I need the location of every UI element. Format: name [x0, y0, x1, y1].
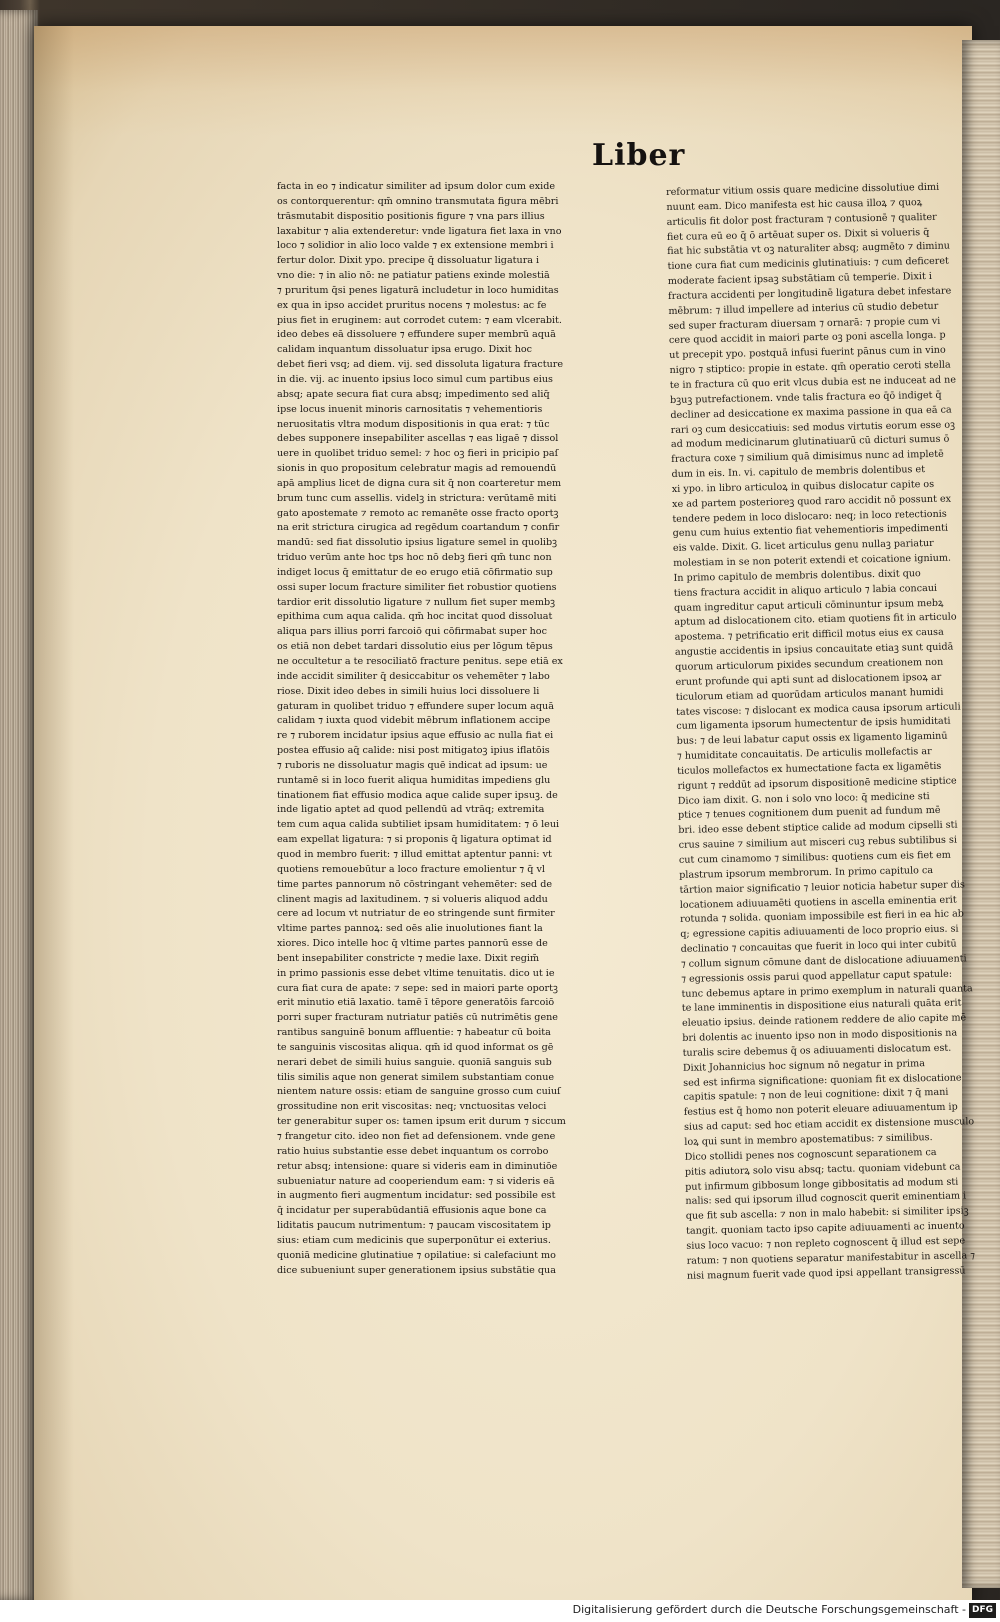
- text-line: ⁊ humiditate concauitatis. De articulis mollefactis ar: [676, 746, 932, 762]
- right-text-column: [666, 180, 985, 1284]
- text-line: na erit strictura cirugica ad regēdum coartandum ⁊ confir: [277, 522, 560, 534]
- text-line: genu cum huius extentio fiat vehementioris impedimenti: [672, 523, 949, 540]
- text-line: brum tunc cum assellis. videlꝫ in strictura: verūtamē miti: [277, 492, 557, 504]
- text-line: triduo verūm ante hoc tps hoc nō debꝫ fieri qm̄ tunc non: [277, 552, 552, 564]
- text-line: epithima cum aqua calida. qm̄ hoc incitat quod dissoluat: [277, 611, 553, 623]
- text-line: ratio huius substantie esse debet inquantum os corrobo: [277, 1145, 549, 1157]
- text-line: calidam ⁊ iuxta quod videbit mēbrum inflationem accipe: [277, 715, 551, 727]
- text-line: in die. vij. ac inuento ipsius loco simul cum partibus eius: [277, 373, 553, 385]
- text-line: ideo debes eā dissoluere ⁊ effundere super membrū aquā: [277, 329, 556, 341]
- dfg-logo: DFG: [969, 1603, 996, 1618]
- text-line: ticulos mollefactos ex humectatione facta ex ligamētis: [677, 760, 942, 777]
- text-line: pius fiet in eruginem: aut corrodet cutem: ⁊ eam vlcerabit.: [277, 314, 562, 326]
- text-line: runtamē si in loco fuerit aliqua humiditas impediens glu: [277, 774, 551, 786]
- text-line: nuunt eam. Dico manifesta est hic causa illoꝝ ⁊ quoꝝ: [666, 196, 923, 213]
- text-line: dice subueniunt super generationem ipsius substātie qua: [277, 1264, 556, 1276]
- text-line: vno die: ⁊ in alio nō: ne patiatur patiens exinde molestiā: [277, 270, 550, 282]
- text-line: sed super fracturam diuersam ⁊ ornarā: ⁊ propie cum vi: [668, 315, 941, 332]
- text-line: Dixit Johannicius hoc signum nō negatur in prima: [682, 1057, 925, 1074]
- text-line: porri super fracturam nutriatur patiēs cū nutrimētis gene: [277, 1012, 558, 1024]
- text-line: ⁊ ruboris ne dissoluatur magis quē indicat ad ipsum: ue: [277, 759, 548, 771]
- footer-credit: Digitalisierung gefördert durch die Deutsche Forschungsgemeinschaft -: [572, 1603, 966, 1616]
- text-line: os etiā non debet tardari dissolutio eius per lōgum tēpus: [277, 641, 553, 653]
- text-line: re ⁊ ruborem incidatur ipsius aque effusio ac nulla fiat ei: [277, 730, 554, 742]
- text-line: fractura coxe ⁊ similium quā dimisimus nunc ad impletē: [671, 448, 944, 466]
- text-line: postea effusio aq̄ calide: nisi post mitigatoꝫ ipius iflatōis: [277, 745, 550, 757]
- text-line: absq; apate secura fiat cura absq; impedimento sed aliq̄: [277, 388, 550, 400]
- text-line: cere ad locum vt nutriatur de eo stringende sunt firmiter: [277, 908, 555, 920]
- text-line: loco ⁊ solidior in alio loco valde ⁊ ex extensione membri i: [277, 240, 554, 252]
- text-line: Dico iam dixit. G. non i solo vno loco: q̄ medicine sti: [677, 790, 930, 807]
- text-line: q̄ incidatur per superabūdantiā effusionis aque bone ca: [277, 1205, 547, 1217]
- text-line: aliqua pars illius porri farcoiō qui cōfirmabat super hoc: [277, 626, 547, 638]
- text-line: nisi magnum fuerit vade quod ipsi appellant transigressū: [686, 1265, 966, 1282]
- text-line: nientem nature ossis: etiam de sanguine grosso cum cuiuſ: [277, 1086, 561, 1098]
- text-line: quoniā medicine glutinatiue ⁊ opilatiue: si calefaciunt mo: [277, 1249, 556, 1261]
- text-line: fertur dolor. Dixit ypo. precipe q̄ dissoluatur ligatura i: [277, 255, 540, 267]
- text-line: Dico stollidi penes nos cognoscunt separationem ca: [684, 1146, 937, 1163]
- text-line: inde accidit similiter q̄ desiccabitur os vehemēter ⁊ labo: [277, 670, 550, 682]
- text-line: trāsmutabit dispositio positionis figure ⁊ vna pars illius: [277, 210, 545, 222]
- text-line: que fit sub ascella: ⁊ non in malo habebit: si similiter ipsiꝫ: [685, 1205, 969, 1223]
- text-line: xi ypo. in libro articuloꝝ in quibus dislocatur capite os: [671, 478, 935, 495]
- text-line: ut precepit ypo. postquā infusi fuerint pānus cum in vino: [669, 344, 946, 362]
- text-line: decliner ad desiccatione ex maxima passione in qua eā ca: [670, 404, 952, 421]
- text-line: rigunt ⁊ reddūt ad ipsorum dispositionē medicine stiptice: [677, 775, 957, 792]
- text-line: tilis similis aque non generat similem substantiam conue: [277, 1071, 555, 1083]
- text-line: eleuatio ipsius. deinde rationem reddere de alio capite mē: [681, 1012, 967, 1030]
- text-line: sed est infirma significatione: quoniam fit ex dislocatione: [683, 1072, 962, 1089]
- text-line: nalis: sed qui ipsorum illud cognoscit querit eminentiam i: [685, 1190, 967, 1208]
- text-line: sius ad caput: sed hoc etiam accidit ex distensione musculo: [683, 1116, 975, 1133]
- text-line: tunc debemus aptare in primo exemplum in naturali quanta: [681, 982, 973, 1000]
- text-line: cere quod accidit in maiori parte oꝫ poni ascella longa. p: [668, 330, 946, 347]
- text-line: tione cura fiat cum medicinis glutinatiuis: ⁊ cum deficeret: [667, 255, 949, 273]
- text-line: ipse locus inuenit minoris carnositatis ⁊ vehementioris: [277, 403, 543, 415]
- text-line: angustie accidentis in ipsius concauitate etiaꝫ sunt quidā: [674, 641, 954, 659]
- text-line: tinationem fiat effusio modica aque calide super ipsuꝫ. de: [277, 789, 558, 801]
- text-line: molestiam in se non poterit extendi et coicatione ignium.: [673, 552, 952, 570]
- text-line: tendere pedem in loco dislocaro: neq; in loco retectionis: [672, 508, 947, 525]
- text-line: bꝫuꝫ putrefactionem. vnde talis fractura eo q̄ō indiget q̄: [670, 389, 942, 406]
- text-line: In primo capitulo de membris dolentibus. dixit quo: [673, 568, 921, 584]
- text-line: erunt profunde qui apti sunt ad dislocationem ipsoꝝ ar: [675, 671, 942, 688]
- left-text-column: [277, 180, 595, 1278]
- text-line: mandū: sed fiat dissolutio ipsius ligature semel in quolibꝫ: [277, 537, 558, 549]
- text-line: debes supponere insepabiliter ascellas ⁊ eas ligaē ⁊ dissol: [277, 433, 559, 445]
- text-line: fractura accidenti per longitudinē ligatura debet infestare: [668, 285, 952, 302]
- text-line: rantibus sanguinē bonum affluentie: ⁊ habeatur cū boita: [277, 1027, 551, 1039]
- text-line: os contorquerentur: qm̄ omnino transmutata figura mēbri: [277, 195, 559, 207]
- text-line: time partes pannorum nō cōstringant vehemēter: sed de: [277, 878, 553, 890]
- text-line: te in fractura cū quo erit vlcus dubia est ne induceat ad ne: [669, 374, 957, 391]
- text-line: ossi super locum fracture similiter fiet robustior quotiens: [277, 581, 557, 593]
- text-line: capitis spatule: ⁊ non de leui cognitione: dixit ⁊ q̄ mani: [683, 1087, 949, 1104]
- text-line: ⁊ pruritum q̄si penes ligaturā includetur in loco humiditas: [277, 284, 559, 296]
- text-line: bent insepabiliter constricte ⁊ medie laxe. Dixit regim̄: [277, 952, 540, 964]
- text-line: moderate facient ipsaꝫ substātiam cū temperie. Dixit i: [667, 270, 932, 288]
- text-line: sius: etiam cum medicinis que superponūtur ei exterius.: [277, 1234, 551, 1246]
- text-line: tates viscose: ⁊ dislocant ex modica causa ipsorum articuli: [675, 700, 961, 718]
- text-line: tārtion maior significatio ⁊ leuior noticia habetur super dis: [679, 879, 965, 896]
- text-line: put infirmum gibbosum longe gibbositatis ad modum sti: [685, 1176, 959, 1193]
- page-stain: [34, 26, 972, 136]
- book-left-page-edges: [0, 10, 38, 1600]
- text-line: cut cum cinamomo ⁊ similibus: quotiens cum eis fiet em: [678, 849, 951, 866]
- text-line: te lane imminentis in dispositione eius naturali quāta erit: [681, 997, 962, 1015]
- text-line: loꝝ qui sunt in membro apostematibus: ⁊ similibus.: [684, 1132, 933, 1148]
- text-line: calidam inquantum dissoluatur ipsa erugo. Dixit hoc: [277, 344, 533, 356]
- text-line: sius loco vacuo: ⁊ non repleto cognoscent q̄ illud est sepe: [686, 1235, 966, 1252]
- text-line: nigro ⁊ stiptico: propie in estate. qm̄ operatio ceroti stella: [669, 359, 951, 377]
- text-line: ⁊ collum signum cōmune dant de dislocatione adiuuamenti: [680, 953, 967, 970]
- text-line: eam expellat ligatura: ⁊ si proponis q̄ ligatura optimat id: [277, 834, 552, 846]
- text-line: sionis in quo propositum celebratur magis ad remouendū: [277, 463, 557, 475]
- text-line: tangit. quoniam tacto ipso capite adiuuamenti ac inuento: [685, 1220, 965, 1237]
- text-line: retur absq; intensione: quare si videris eam in diminutiōe: [277, 1160, 558, 1172]
- text-line: grossitudine non erit viscositas: neq; vnctuositas veloci: [277, 1101, 547, 1113]
- text-line: plastrum ipsorum membrorum. In primo capitulo ca: [679, 864, 934, 881]
- text-line: pitis adiutorꝝ solo visu absq; tactu. quoniam videbunt ca: [684, 1161, 961, 1178]
- text-line: indiget locus q̄ emittatur de eo erugo etiā cōfirmatio sup: [277, 566, 553, 578]
- text-line: articulis fit dolor post fracturam ⁊ contusionē ⁊ qualiter: [666, 211, 937, 228]
- text-line: gato apostemate ⁊ remoto ac remanēte osse fracto oportꝫ: [277, 507, 559, 519]
- text-line: nerari debet de simili huius sanguie. quoniā sanguis sub: [277, 1056, 552, 1068]
- text-line: mēbrum: ⁊ illud impellere ad interius cū studio debetur: [668, 300, 939, 317]
- text-line: in augmento fieri augmentum incidatur: sed possibile est: [277, 1190, 556, 1202]
- text-line: quotiens remouebūtur a loco fracture emolientur ⁊ q̄ vl: [277, 863, 545, 875]
- text-line: tardior erit dissolutio ligature ⁊ nullum fiet super membꝫ: [277, 596, 556, 608]
- text-line: liditatis paucum nutrimentum: ⁊ paucam viscositatem ip: [277, 1220, 551, 1232]
- text-line: q; egressione capitis adiuuamenti de loco proprio eius. si: [680, 923, 959, 941]
- footer-bar: [0, 1600, 1000, 1622]
- text-line: turalis scire debemus q̄ os adiuuamenti dislocatum est.: [682, 1042, 952, 1059]
- text-line: apā amplius licet de digna cura sit q̄ non coarteretur mem: [277, 477, 562, 489]
- text-line: quod in membro fuerit: ⁊ illud emittat aptentur panni: vt: [277, 848, 552, 860]
- gutter-shadow: [34, 26, 74, 1608]
- text-line: bus: ⁊ de leui labatur caput ossis ex ligamento ligaminū: [676, 730, 948, 748]
- text-line: crus sauine ⁊ similium aut misceri cuꝫ rebus subtilibus si: [678, 834, 958, 852]
- text-line: ratum: ⁊ non quotiens separatur manifestabitur in ascella ⁊: [686, 1250, 976, 1267]
- text-line: locationem adiuuamēti quotiens in ascella eminentia erit: [679, 894, 957, 911]
- text-line: festius est q̄ homo non poterit eleuare adiuuamentum ip: [683, 1101, 958, 1119]
- text-line: quam ingreditur caput articuli cōminuntur ipsum mebꝝ: [673, 597, 944, 614]
- text-line: reformatur vitium ossis quare medicine dissolutiue dimi: [666, 181, 940, 198]
- text-line: riose. Dixit ideo debes in simili huius loci dissoluere li: [277, 685, 540, 697]
- text-line: aptum ad dislocationem cito. etiam quotiens fit in articulo: [674, 611, 957, 629]
- text-line: declinatio ⁊ concauitas que fuerit in loco qui inter cubitū: [680, 938, 957, 955]
- text-line: ex qua in ipso accidet pruritus nocens ⁊ molestus: ac fe: [277, 299, 547, 311]
- text-line: erit minutio etiā laxatio. tamē ī tēpore generatōis farcoiō: [277, 997, 555, 1009]
- text-line: clinent magis ad laxitudinem. ⁊ si volueris aliquod addu: [277, 893, 548, 905]
- text-line: rotunda ⁊ solida. quoniam impossibile est fieri in ea hic ab: [679, 908, 965, 926]
- text-line: cum ligamenta ipsorum humectentur de ipsis humiditati: [676, 716, 951, 733]
- text-line: in primo passionis esse debet vltime tenuitatis. dico ut ie: [277, 967, 555, 979]
- text-line: apostema. ⁊ petrificatio erit difficil motus eius ex causa: [674, 627, 944, 644]
- text-line: cura fiat cura de apate: ⁊ sepe: sed in maiori parte oportꝫ: [277, 982, 558, 994]
- text-line: gaturam in quolibet triduo ⁊ effundere super locum aquā: [277, 700, 554, 712]
- text-line: rari oꝫ cum desiccatiuis: sed modus virtutis eorum esse oꝫ: [670, 418, 956, 436]
- text-line: xiores. Dico intelle hoc q̄ vltime partes pannorū esse de: [277, 938, 548, 950]
- text-line: debet fieri vsq; ad diem. vij. sed dissoluta ligatura fracture: [277, 359, 564, 371]
- text-line: neruositatis vltra modum dispositionis in qua erat: ⁊ tūc: [277, 418, 550, 430]
- text-line: eis valde. Dixit. G. licet articulus genu nullaꝫ pariatur: [672, 538, 934, 555]
- text-line: facta in eo ⁊ indicatur similiter ad ipsum dolor cum exide: [277, 181, 556, 192]
- text-line: uere in quolibet triduo semel: ⁊ hoc oꝫ fieri in pricipio paſ: [277, 448, 559, 460]
- text-line: subueniatur nature ad cooperiendum eam: ⁊ si videris eā: [277, 1175, 555, 1187]
- text-line: bri. ideo esse debent stiptice calide ad modum cipselli sti: [678, 819, 958, 837]
- text-line: bri dolentis ac inuento ipso non in modo dispositionis na: [682, 1027, 958, 1044]
- text-line: fiet cura eū eo q̄ ō artēuat super os. Dixit si volueris q̄: [666, 226, 930, 243]
- text-line: laxabitur ⁊ alia extenderetur: vnde ligatura fiet laxa in vno: [277, 225, 562, 237]
- text-line: ⁊ egressionis ossis parui quod appellatur caput spatule:: [681, 968, 953, 985]
- text-line: vltime partes pannoꝝ: sed oēs alie inuolutiones fiant la: [277, 923, 543, 935]
- text-line: tiens fractura accidit in aliquo articulo ⁊ labia concaui: [673, 582, 938, 599]
- text-line: inde ligatio aptet ad quod pellendū ad vtrāq; extremita: [277, 804, 545, 816]
- text-line: ad modum medicinarum glutinatiuarū cū dicturi sumus ō: [670, 433, 950, 451]
- text-line: tem cum aqua calida subtiliet ipsam humiditatem: ⁊ ō leui: [277, 819, 560, 831]
- text-line: dum in eis. In. vi. capitulo de membris dolentibus et: [671, 464, 926, 480]
- text-line: te sanguinis viscositas aliqua. qm̄ id quod informat os gē: [277, 1041, 554, 1053]
- text-line: xe ad partem posterioreꝫ quod raro accidit nō possunt ex: [672, 493, 952, 510]
- text-line: ter generabitur super os: tamen ipsum erit durum ⁊ siccum: [277, 1116, 566, 1128]
- text-line: fiat hic substātia vt oꝫ naturaliter absq; augmēto ⁊ diminu: [667, 240, 951, 258]
- text-line: quorum articulorum pixides secundum creationem non: [675, 656, 944, 673]
- text-line: ne occultetur a te resociliatō fracture penitus. sepe etiā ex: [277, 656, 563, 667]
- running-head: Liber: [592, 138, 686, 173]
- text-line: ptice ⁊ tenues cognitionem dum puenit ad fundum mē: [677, 805, 941, 822]
- text-line: ticulorum etiam ad quorūdam articulos manant humidi: [675, 686, 944, 703]
- text-line: ⁊ frangetur cito. ideo non fiet ad defensionem. vnde gene: [277, 1131, 556, 1142]
